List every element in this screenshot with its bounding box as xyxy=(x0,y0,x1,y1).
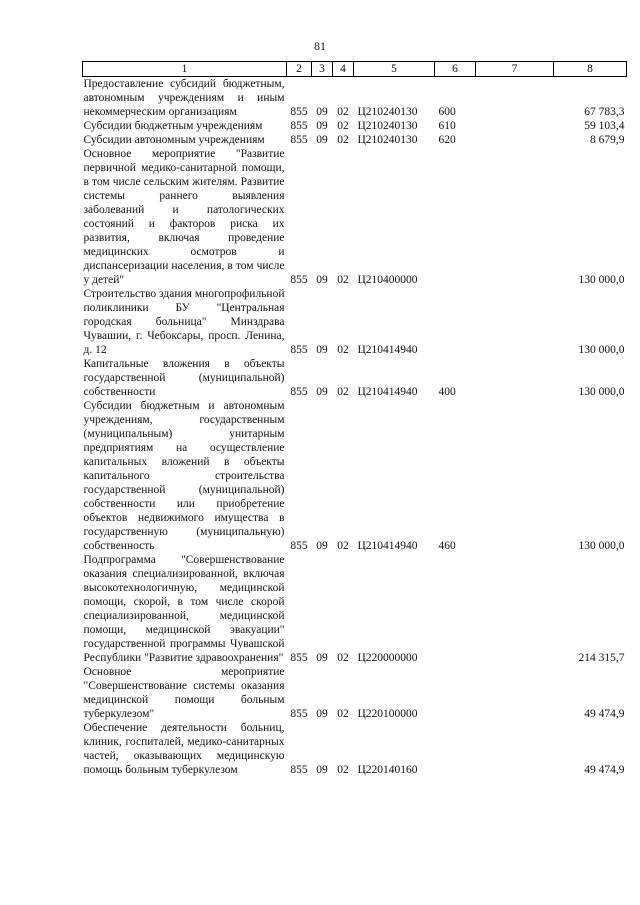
expense-type-code: 460 xyxy=(438,540,456,552)
expense-type-code: 610 xyxy=(438,120,456,132)
row-name: Субсидии автономным учреждениям xyxy=(83,134,265,146)
column-7-value xyxy=(476,665,554,721)
admin-code: 855 xyxy=(290,120,308,132)
row-name: Предоставление субсидий бюджетным, автономным учреждениям и иным некоммерческим организациям xyxy=(83,78,285,118)
section-code: 09 xyxy=(316,120,328,132)
row-name: Основное мероприятие "Развитие первичной медико-санитарной помощи, в том числе сельским жителям. Развитие системы раннего выявления заболеваний и патологических состояний и факторов риска их развития, включая проведение медицинских осмотров и диспансеризации населения, в том числе у детей" xyxy=(83,148,285,286)
table-row xyxy=(83,119,627,133)
target-article-code: Ц210414940 xyxy=(357,540,418,552)
target-article-code: Ц210240130 xyxy=(357,106,418,118)
subsection-code: 02 xyxy=(337,386,349,398)
admin-code: 855 xyxy=(290,274,308,286)
amount-value: 49 474,9 xyxy=(584,764,625,776)
column-7-value xyxy=(476,553,554,665)
section-code: 09 xyxy=(316,764,328,776)
column-7-value xyxy=(476,399,554,553)
table-row xyxy=(83,287,627,357)
table-row xyxy=(83,665,627,721)
section-code: 09 xyxy=(316,344,328,356)
row-name: Обеспечение деятельности больниц, клиник, госпиталей, медико-санитарных частей, оказывающих медицинскую помощь больным туберкулезом xyxy=(83,722,285,776)
column-7-value xyxy=(476,147,554,287)
target-article-code: Ц210400000 xyxy=(357,274,418,286)
column-header: 1 xyxy=(83,62,287,77)
target-article-code: Ц210414940 xyxy=(357,386,418,398)
table-row xyxy=(83,147,627,287)
table-row xyxy=(83,721,627,777)
section-code: 09 xyxy=(316,386,328,398)
row-name: Основное мероприятие "Совершенствование системы оказания медицинской помощи больным туберкулезом" xyxy=(83,666,285,720)
page-number: 81 xyxy=(314,39,326,53)
row-name: Подпрограмма "Совершенствование оказания специализированной, включая высокотехнологичную, медицинской помощи, скорой, в том числе скорой специализированной, медицинской помощи, медицинской эвакуации" государственной программы Чувашской Республики "Развитие здравоохранения" xyxy=(83,554,285,664)
expense-type-code xyxy=(435,665,476,721)
target-article-code: Ц210414940 xyxy=(357,344,418,356)
section-code: 09 xyxy=(316,708,328,720)
amount-value: 59 103,4 xyxy=(584,120,625,132)
admin-code: 855 xyxy=(290,386,308,398)
section-code: 09 xyxy=(316,274,328,286)
amount-value: 130 000,0 xyxy=(578,344,625,356)
admin-code: 855 xyxy=(290,652,308,664)
target-article-code: Ц210240130 xyxy=(357,134,418,146)
subsection-code: 02 xyxy=(337,344,349,356)
column-header: 5 xyxy=(354,62,435,77)
column-header: 4 xyxy=(333,62,354,77)
column-7-value xyxy=(476,287,554,357)
table-row xyxy=(83,133,627,147)
column-7-value xyxy=(476,119,554,133)
row-name: Строительство здания многопрофильной поликлиники БУ "Центральная городская больница" Минздрава Чувашии, г. Чебоксары, просп. Ленина, д. 12 xyxy=(83,288,285,356)
table-header-row xyxy=(83,62,627,77)
subsection-code: 02 xyxy=(337,764,349,776)
amount-value: 130 000,0 xyxy=(578,540,625,552)
column-7-value xyxy=(476,721,554,777)
row-name: Субсидии бюджетным и автономным учреждениям, государственным (муниципальным) унитарным предприятиям на осуществление капитальных вложений в объекты капитального строительства государственной (муниципальной) собственности или приобретение объектов недвижимого имущества в государственную (муниципальную) собственность xyxy=(83,400,285,552)
amount-value: 49 474,9 xyxy=(584,708,625,720)
expense-type-code: 400 xyxy=(438,386,456,398)
subsection-code: 02 xyxy=(337,652,349,664)
column-header: 6 xyxy=(435,62,476,77)
section-code: 09 xyxy=(316,540,328,552)
table-row xyxy=(83,553,627,665)
table-row xyxy=(83,399,627,553)
amount-value: 214 315,7 xyxy=(578,652,625,664)
section-code: 09 xyxy=(316,106,328,118)
column-header: 8 xyxy=(554,62,627,77)
table-row xyxy=(83,357,627,399)
amount-value: 130 000,0 xyxy=(578,274,625,286)
expense-type-code: 600 xyxy=(438,106,456,118)
column-header: 7 xyxy=(476,62,554,77)
amount-value: 8 679,9 xyxy=(590,134,625,146)
expense-type-code xyxy=(435,721,476,777)
amount-value: 67 783,3 xyxy=(584,106,625,118)
target-article-code: Ц210240130 xyxy=(357,120,418,132)
subsection-code: 02 xyxy=(337,274,349,286)
row-name: Субсидии бюджетным учреждениям xyxy=(83,120,263,132)
target-article-code: Ц220140160 xyxy=(357,764,418,776)
expense-type-code xyxy=(435,553,476,665)
column-7-value xyxy=(476,133,554,147)
section-code: 09 xyxy=(316,134,328,146)
column-7-value xyxy=(476,357,554,399)
budget-table xyxy=(82,61,627,777)
admin-code: 855 xyxy=(290,134,308,146)
subsection-code: 02 xyxy=(337,134,349,146)
row-name: Капитальные вложения в объекты государственной (муниципальной) собственности xyxy=(83,358,285,398)
admin-code: 855 xyxy=(290,708,308,720)
admin-code: 855 xyxy=(290,540,308,552)
expense-type-code xyxy=(435,147,476,287)
expense-type-code xyxy=(435,287,476,357)
subsection-code: 02 xyxy=(337,120,349,132)
target-article-code: Ц220000000 xyxy=(357,652,418,664)
amount-value: 130 000,0 xyxy=(578,386,625,398)
subsection-code: 02 xyxy=(337,106,349,118)
admin-code: 855 xyxy=(290,764,308,776)
table-row xyxy=(83,77,627,120)
admin-code: 855 xyxy=(290,344,308,356)
expense-type-code: 620 xyxy=(438,134,456,146)
column-header: 2 xyxy=(287,62,312,77)
column-header: 3 xyxy=(312,62,333,77)
column-7-value xyxy=(476,77,554,120)
target-article-code: Ц220100000 xyxy=(357,708,418,720)
subsection-code: 02 xyxy=(337,708,349,720)
section-code: 09 xyxy=(316,652,328,664)
admin-code: 855 xyxy=(290,106,308,118)
subsection-code: 02 xyxy=(337,540,349,552)
